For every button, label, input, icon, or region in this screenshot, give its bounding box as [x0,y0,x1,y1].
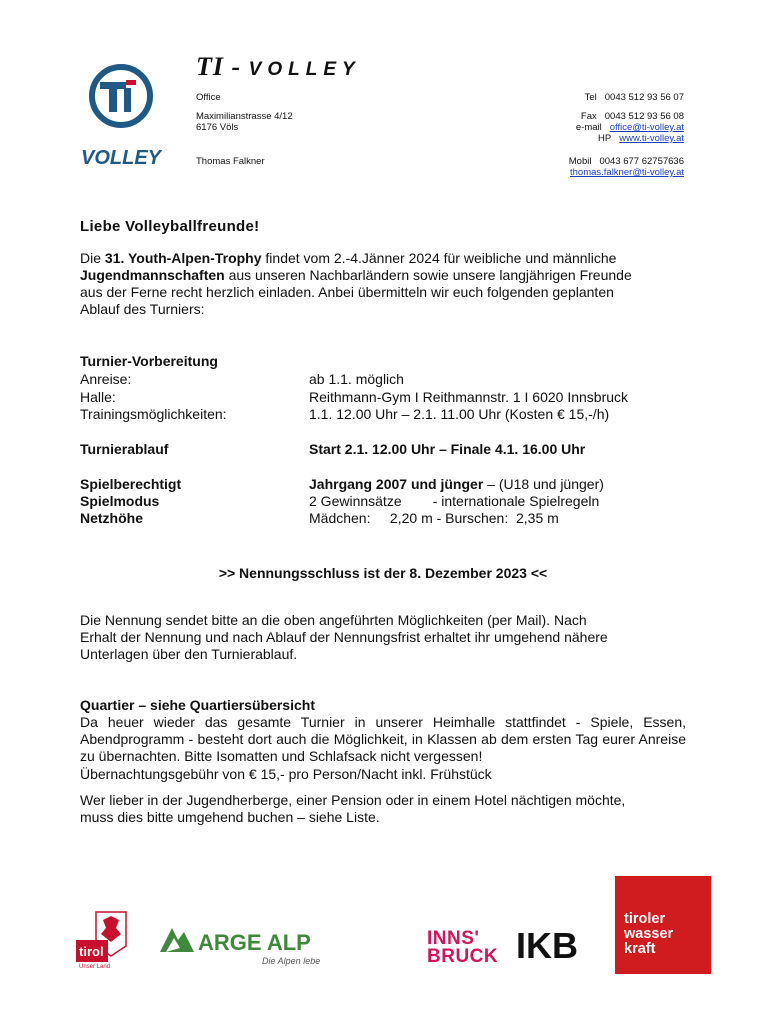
other-lodging-paragraph: Wer lieber in der Jugendherberge, einer Pension oder in einem Hotel nächtigen möchte, muss dies bitte umgehend buchen – siehe Liste. [80,792,626,825]
quarters-heading: Quartier – siehe Quartiersübersicht [80,697,315,713]
arge-alp-logo [160,922,320,971]
hall-row: Halle: Reithmann-Gym I Reithmannstr. 1 I 6020 Innsbruck [80,389,629,405]
net-row: Netzhöhe Mädchen: 2,20 m - Burschen: 2,35 m [80,510,559,526]
deadline-notice: >> Nennungsschluss ist der 8. Dezember 2023 << [218,565,548,581]
arge-alp-sub: Die Alpen leben [262,956,320,966]
registration-paragraph: Die Nennung sendet bitte an die oben angeführten Möglichkeiten (per Mail). Nach Erhalt der Nennung und nach Ablauf der Nennungsfrist erhaltet ihr umgehend nähere Unterlagen über den Turnierablauf. [80,612,608,662]
email-line: e-mail office@ti-volley.at [575,122,684,133]
arrival-row: Anreise: ab 1.1. möglich [80,371,404,387]
mode-row: Spielmodus 2 Gewinnsätze - internationale Spielregeln [80,493,600,509]
person-email-line [570,167,684,178]
tiroler-wasserkraft-logo: tiroler wasser kraft [615,876,711,974]
office-label: Office [196,92,221,103]
quarters-paragraph: Da heuer wieder das gesamte Turnier in unserer Heimhalle stattfindet - Spiele, Essen, Abendprogramm - besteht dort auch die Möglichkeit, in Klassen ab dem ersten Tag eurer Anreise zu übernachten. Bitte Isomatten und Schlafsack nicht vergessen! [80,714,686,764]
arge-alp-text: ARGE ALP [198,930,311,955]
ti-volley-logo [80,62,162,172]
greeting: Liebe Volleyballfreunde! [80,218,260,235]
logo-text: VOLLEY [80,147,162,169]
fax-line: Fax 0043 512 93 56 08 [580,111,684,122]
hp-line: HP www.ti-volley.at [598,133,684,144]
website-link[interactable]: www.ti-volley.at [619,133,684,144]
intro-paragraph: Die 31. Youth-Alpen-Trophy findet vom 2.-4.Jänner 2024 für weibliche und männliche Jugendmannschaften aus unseren Nachbarländern sowie unsere langjährigen Freunde aus der Ferne recht herzlich einladen. Anbei übermitteln wir euch folgenden geplanten Ablauf des Turniers: [80,250,632,317]
prep-heading: Turnier-Vorbereitung [80,353,218,369]
mobil-line: Mobil 0043 677 62757636 [568,156,684,167]
person-email-link[interactable]: thomas.falkner@ti-volley.at [569,167,684,178]
tel-line: Tel 0043 512 93 56 07 [584,92,684,103]
quarters-fee: Übernachtungsgebühr von € 15,- pro Person/Nacht inkl. Frühstück [80,766,492,782]
email-link[interactable]: office@ti-volley.at [609,122,684,133]
schedule-row: Turnierablauf Start 2.1. 12.00 Uhr – Finale 4.1. 16.00 Uhr [80,441,586,457]
eligible-row: Spielberechtigt Jahrgang 2007 und jünger – (U18 und jünger) [80,476,604,492]
ikb-logo: IKB [516,925,578,966]
contact-person: Thomas Falkner [196,156,265,167]
city: 6176 Völs [196,122,239,133]
tirol-text: tirol [79,944,104,959]
brand-title: TI - VOLLEY [196,52,361,81]
tirol-sub: Unser Land [79,964,111,970]
tirol-logo [76,910,134,970]
innsbruck-logo: INNS' BRUCK [427,928,499,967]
training-row: Trainingsmöglichkeiten: 1.1. 12.00 Uhr – 2.1. 11.00 Uhr (Kosten € 15,-/h) [80,406,610,422]
street: Maximilianstrasse 4/12 [196,111,293,122]
